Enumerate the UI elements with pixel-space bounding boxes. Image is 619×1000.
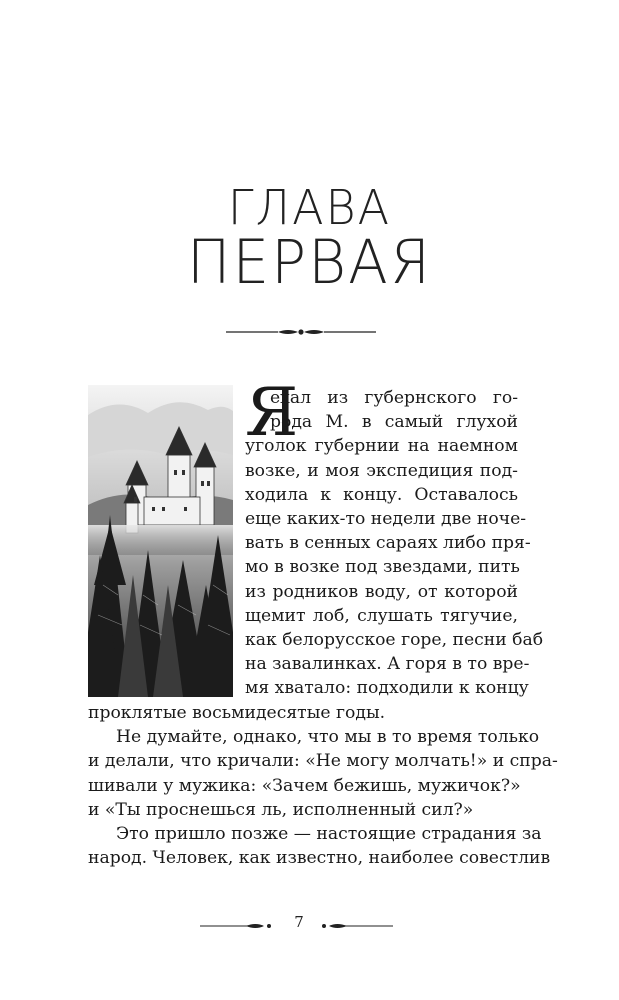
text-line: мя хватало: подходили к концу [245, 678, 529, 699]
text-line: мо в возке под звездами, пить [245, 557, 520, 578]
chapter-number-title: ПЕРВАЯ [186, 226, 433, 298]
text-line: шивали у мужика: «Зачем бежишь, мужичок?» [88, 775, 521, 796]
footer-ornament-right [318, 920, 393, 932]
text-line: Это пришло позже — настоящие страдания за [116, 823, 542, 844]
text-line: и «Ты проснешься ль, исполненный сил?» [88, 799, 474, 820]
text-line: вать в сенных сараях либо пря- [245, 533, 531, 554]
text-line: и делали, что кричали: «Не могу молчать!» и спра- [88, 751, 558, 772]
text-line: уголок губернии на наемном [245, 436, 518, 457]
text-line: из родников воду, от которой [245, 581, 518, 602]
text-line: еще каких-то недели две ноче- [245, 508, 527, 529]
text-line: Не думайте, однако, что мы в то время только [116, 727, 540, 748]
divider-ornament [226, 325, 376, 339]
text-line: ходила к концу. Оставалось [245, 484, 518, 505]
text-line: проклятые восьмидесятые годы. [88, 703, 386, 723]
paragraph-column [245, 386, 544, 700]
chapter-label: ГЛАВА [227, 178, 392, 236]
paragraph-full-width [88, 701, 558, 870]
text-line: ехал из губернского го- [270, 388, 518, 408]
text-line: народ. Человек, как известно, наиболее совестлив [88, 848, 551, 869]
text-line: рода М. в самый глухой [270, 412, 518, 433]
page-number: 7 [294, 913, 304, 931]
text-line: возке, и моя экспедиция под- [245, 460, 518, 481]
text-line: как белорусское горе, песни баб [245, 629, 544, 650]
drop-cap: Я [245, 374, 299, 451]
footer-ornament-left [200, 920, 275, 932]
text-line: щемит лоб, слушать тягучие, [245, 605, 518, 626]
castle-forest-illustration [88, 385, 233, 697]
text-line: на завалинках. А горя в то вре- [245, 654, 530, 675]
